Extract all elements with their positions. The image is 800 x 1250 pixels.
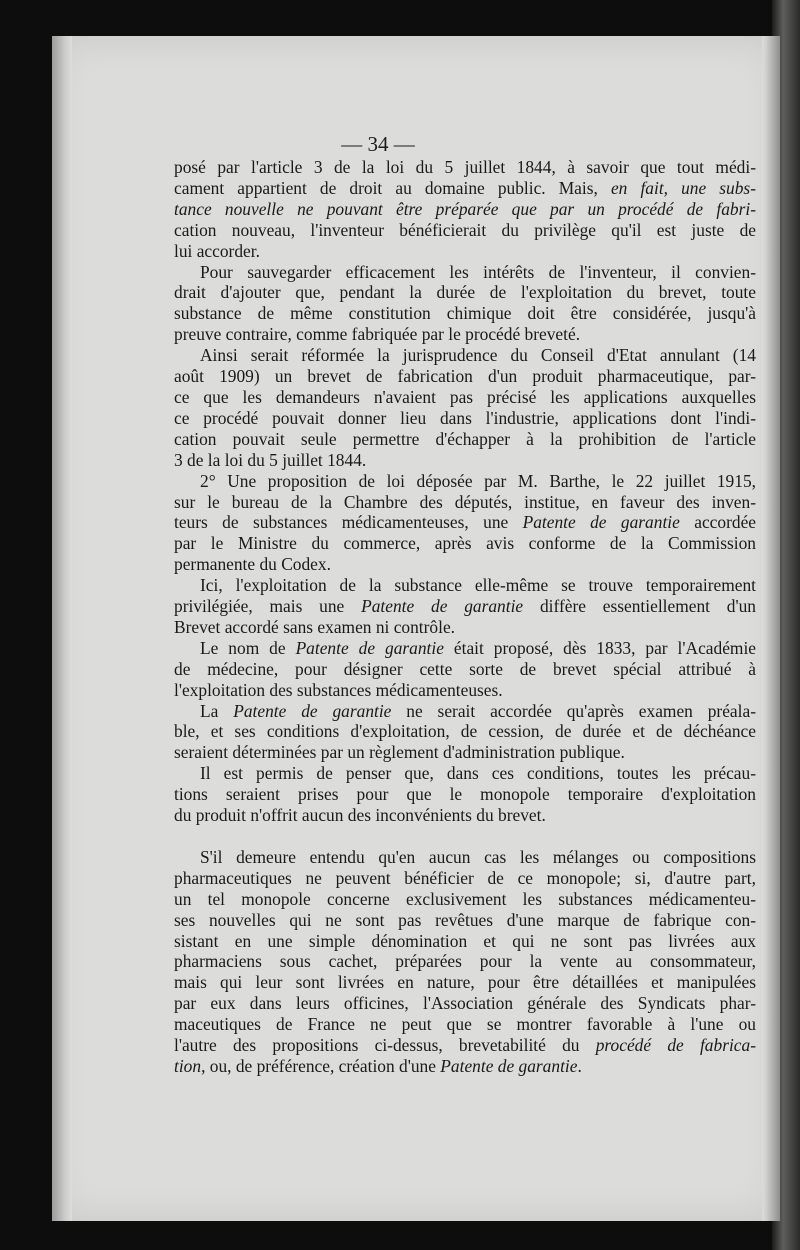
- text-line: ce que les demandeurs n'avaient pas précisé les applications auxquelles: [174, 386, 756, 407]
- paragraph-8: [174, 763, 756, 826]
- text-line: tion, ou, de préférence, création d'une Patente de garantie.: [174, 1055, 582, 1076]
- text-line: tions seraient prises pour que le monopole temporaire d'exploitation: [174, 784, 756, 805]
- text-line: Brevet accordé sans examen ni contrôle.: [174, 616, 456, 637]
- text-line: Ici, l'exploitation de la substance elle-même se trouve temporairement: [200, 575, 756, 596]
- text-line: pharmaceutiques ne peuvent bénéficier de ce monopole; si, d'autre part,: [174, 867, 756, 888]
- text-line: pharmaciens sous cachet, préparées pour la vente au consommateur,: [174, 951, 756, 972]
- page-edge-left: [52, 36, 72, 1221]
- text-line: ses nouvelles qui ne sont pas revêtues d'une marque de fabrique con-: [174, 909, 756, 930]
- text-line: La Patente de garantie ne serait accordée qu'après examen préala-: [200, 700, 756, 721]
- paragraph-5: [174, 575, 756, 638]
- text-line: Ainsi serait réformée la jurisprudence du Conseil d'Etat annulant (14: [200, 345, 756, 366]
- text-line: ce procédé pouvait donner lieu dans l'industrie, applications dont l'indi-: [174, 407, 756, 428]
- text-line: preuve contraire, comme fabriquée par le procédé breveté.: [174, 324, 581, 345]
- text-line: posé par l'article 3 de la loi du 5 juillet 1844, à savoir que tout médi-: [174, 157, 756, 177]
- paragraph-2: [174, 262, 756, 346]
- text-line: substance de même constitution chimique doit être considérée, jusqu'à: [174, 303, 756, 324]
- text-line: Il est permis de penser que, dans ces conditions, toutes les précau-: [200, 763, 756, 784]
- document-page: [52, 36, 780, 1221]
- paragraph-1: [174, 157, 756, 262]
- text-line: du produit n'offrit aucun des inconvénients du brevet.: [174, 805, 546, 826]
- text-line: cation pouvait seule permettre d'échapper à la prohibition de l'article: [174, 428, 756, 449]
- paragraph-3: [174, 345, 756, 470]
- body-text: [174, 157, 756, 1077]
- text-line: seraient déterminées par un règlement d'administration publique.: [174, 742, 625, 763]
- text-line: ble, et ses conditions d'exploitation, de cession, de durée et de déchéance: [174, 721, 756, 742]
- text-line: S'il demeure entendu qu'en aucun cas les mélanges ou compositions: [200, 846, 756, 867]
- text-line: août 1909) un brevet de fabrication d'un produit pharmaceutique, par-: [174, 366, 756, 387]
- text-line: de médecine, pour désigner cette sorte de brevet spécial attribué à: [174, 658, 756, 679]
- text-line: tance nouvelle ne pouvant être préparée que par un procédé de fabri-: [174, 198, 756, 219]
- text-line: cament appartient de droit au domaine public. Mais, en fait, une subs-: [174, 177, 756, 198]
- text-line: 2° Une proposition de loi déposée par M. Barthe, le 22 juillet 1915,: [200, 470, 756, 491]
- text-line: drait d'ajouter que, pendant la durée de l'exploitation du brevet, toute: [174, 282, 756, 303]
- text-line: par eux dans leurs officines, l'Association générale des Syndicats phar-: [174, 993, 756, 1014]
- text-line: cation nouveau, l'inventeur bénéficierait du privilège qu'il est juste de: [174, 219, 756, 240]
- paragraph-gap: [174, 826, 756, 847]
- text-line: un tel monopole concerne exclusivement les substances médicamenteu-: [174, 888, 756, 909]
- text-line: par le Ministre du commerce, après avis conforme de la Commission: [174, 533, 756, 554]
- paragraph-7: [174, 701, 756, 764]
- text-line: l'autre des propositions ci-dessus, brevetabilité du procédé de fabrica-: [174, 1035, 756, 1056]
- text-line: sur le bureau de la Chambre des députés, institue, en faveur des inven-: [174, 491, 756, 512]
- text-line: 3 de la loi du 5 juillet 1844.: [174, 449, 367, 470]
- text-line: privilégiée, mais une Patente de garantie diffère essentiellement d'un: [174, 596, 756, 617]
- text-line: Le nom de Patente de garantie était proposé, dès 1833, par l'Académie: [200, 637, 757, 658]
- text-line: permanente du Codex.: [174, 554, 331, 575]
- paragraph-4: [174, 471, 756, 576]
- text-line: Pour sauvegarder efficacement les intérêts de l'inventeur, il convien-: [200, 261, 756, 282]
- text-line: teurs de substances médicamenteuses, une Patente de garantie accordée: [174, 512, 757, 533]
- page-number: — 34 —: [341, 132, 415, 156]
- text-line: mais qui leur sont livrées en nature, pour être détaillées et manipulées: [174, 972, 756, 993]
- paragraph-9: [174, 847, 756, 1077]
- text-line: maceutiques de France ne peut que se montrer favorable à l'une ou: [174, 1014, 756, 1035]
- page-edge-right: [762, 36, 780, 1221]
- text-line: l'exploitation des substances médicamenteuses.: [174, 679, 503, 700]
- text-line: sistant en une simple dénomination et qui ne sont pas livrées aux: [174, 930, 756, 951]
- text-line: lui accorder.: [174, 240, 260, 261]
- paragraph-6: [174, 638, 756, 701]
